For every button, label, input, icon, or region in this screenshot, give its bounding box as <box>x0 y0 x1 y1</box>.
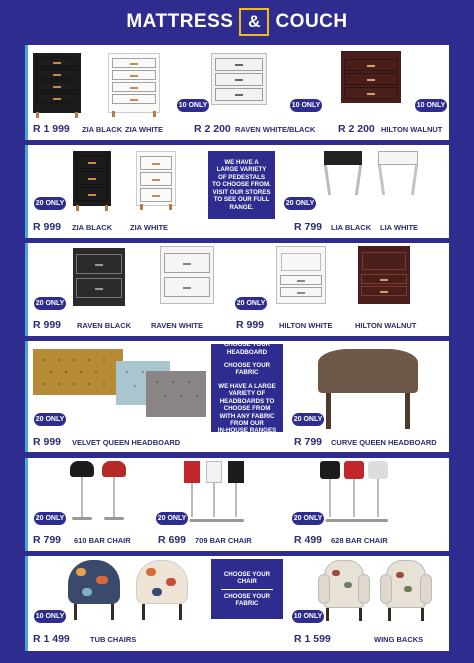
stock-badge: 20 ONLY <box>32 195 68 212</box>
price-hilton: R 2 200 <box>338 123 375 135</box>
name-velvet-headboard: VELVET QUEEN HEADBOARD <box>72 438 181 447</box>
name-hilton-walnut-nightstand: HILTON WALNUT <box>355 321 417 330</box>
info-line: LARGE VARIETY <box>216 166 267 174</box>
stock-badge: 10 ONLY <box>175 97 211 114</box>
panel-nightstands <box>25 243 449 336</box>
brand-header <box>0 0 474 44</box>
stock-badge: 20 ONLY <box>32 411 68 428</box>
pedestal-info-box <box>208 151 275 219</box>
brand-left: MATTRESS <box>126 11 234 32</box>
price-628: R 499 <box>294 534 323 546</box>
price-raven-nightstand: R 999 <box>33 319 62 331</box>
velvet-headboard-grey-image <box>146 371 206 417</box>
stock-badge: 20 ONLY <box>154 510 190 527</box>
stock-badge: 10 ONLY <box>290 608 326 625</box>
name-raven-black: RAVEN BLACK <box>77 321 132 330</box>
stock-badge: 20 ONLY <box>32 295 68 312</box>
chair-info-box <box>211 559 283 619</box>
info-line: HEADBOARDS TO <box>219 397 275 405</box>
name-zia-black: ZIA BLACK <box>82 125 123 134</box>
info-choose-fabric: CHOOSE YOUR FABRIC <box>223 592 271 607</box>
velvet-headboard-gold-image <box>33 349 123 395</box>
price-raven: R 2 200 <box>194 123 231 135</box>
price-zia: R 1 999 <box>33 123 70 135</box>
name-curve-headboard: CURVE QUEEN HEADBOARD <box>331 438 437 447</box>
name-lia-white: LIA WHITE <box>380 223 419 232</box>
info-line: OF PEDESTALS <box>218 173 265 181</box>
stock-badge: 10 ONLY <box>413 97 449 114</box>
stock-badge: 20 ONLY <box>282 195 318 212</box>
name-zia-white: ZIA WHITE <box>125 125 164 134</box>
raven-black-image <box>73 248 125 306</box>
name-hilton-white: HILTON WHITE <box>279 321 333 330</box>
info-line: WITH ANY FABRIC <box>219 412 275 420</box>
info-line: TO CHOOSE FROM. <box>212 181 271 189</box>
name-zia-black-pedestal: ZIA BLACK <box>72 223 113 232</box>
curve-headboard-image <box>318 349 418 429</box>
name-709: 709 BAR CHAIR <box>195 536 252 545</box>
panel-pedestals <box>25 145 449 238</box>
price-velvet-headboard: R 999 <box>33 436 62 448</box>
name-hilton: HILTON WALNUT <box>381 125 443 134</box>
headboard-info-box <box>211 341 283 435</box>
pedestal-lia-black-image <box>324 151 362 195</box>
info-line: VARIETY OF <box>228 390 266 398</box>
price-709: R 699 <box>158 534 187 546</box>
price-tub-chairs: R 1 499 <box>33 633 70 645</box>
chest-zia-white-image <box>108 53 160 113</box>
info-line: WE HAVE A <box>224 158 259 166</box>
info-line: RANGE. <box>229 203 254 211</box>
name-raven-white: RAVEN WHITE <box>151 321 203 330</box>
info-divider <box>221 589 274 590</box>
name-zia-white-pedestal: ZIA WHITE <box>130 223 169 232</box>
brand-amp: & <box>239 8 269 36</box>
bar-chair-610-image <box>70 461 130 529</box>
raven-white-image <box>160 246 214 304</box>
stock-badge: 10 ONLY <box>32 608 68 625</box>
wing-back-left-image <box>318 560 370 622</box>
panel-bar-chairs <box>25 458 449 551</box>
chest-raven-white-image <box>211 53 267 105</box>
stock-badge: 20 ONLY <box>233 295 269 312</box>
name-lia-black: LIA BLACK <box>331 223 372 232</box>
name-610: 610 BAR CHAIR <box>74 536 131 545</box>
price-zia-pedestal: R 999 <box>33 221 62 233</box>
info-choose-fabric: CHOOSE YOUR FABRIC <box>223 361 271 377</box>
stock-badge: 20 ONLY <box>290 411 326 428</box>
info-choose-chair: CHOOSE YOUR CHAIR <box>223 570 271 586</box>
price-curve-headboard: R 799 <box>294 436 323 448</box>
stock-badge: 20 ONLY <box>32 510 68 527</box>
pedestal-lia-white-image <box>378 151 418 195</box>
wing-back-right-image <box>380 560 432 622</box>
chest-hilton-walnut-image <box>341 51 401 103</box>
tub-chair-dark-image <box>68 560 120 622</box>
hilton-white-image <box>276 246 326 304</box>
info-line: WE HAVE A LARGE <box>218 382 276 390</box>
tub-chair-light-image <box>136 560 188 622</box>
hilton-walnut-image <box>358 246 410 304</box>
brand-right: COUCH <box>275 11 348 32</box>
name-wing-backs: WING BACKS <box>374 635 424 644</box>
price-610: R 799 <box>33 534 62 546</box>
info-line: IN-HOUSE RANGES <box>217 427 277 435</box>
pedestal-zia-white-image <box>136 151 176 206</box>
price-wing-backs: R 1 599 <box>294 633 331 645</box>
pedestal-zia-black-image <box>73 151 111 206</box>
panel-chests <box>25 45 449 140</box>
bar-chair-628-image <box>320 461 396 529</box>
price-hilton-nightstand: R 999 <box>236 319 265 331</box>
panel-headboards <box>25 341 449 452</box>
name-raven: RAVEN WHITE/BLACK <box>235 125 316 134</box>
info-line: CHOOSE FROM <box>223 405 271 413</box>
chest-zia-black-image <box>33 53 81 113</box>
name-tub-chairs: TUB CHAIRS <box>90 635 137 644</box>
stock-badge: 20 ONLY <box>290 510 326 527</box>
name-628: 628 BAR CHAIR <box>331 536 388 545</box>
info-choose-headboard: CHOOSE YOUR HEADBOARD <box>223 341 271 356</box>
price-lia: R 799 <box>294 221 323 233</box>
stock-badge: 10 ONLY <box>288 97 324 114</box>
bar-chair-709-image <box>184 461 254 529</box>
info-line: FROM OUR <box>230 420 264 428</box>
info-line: TO SEE OUR FULL <box>213 196 270 204</box>
info-line: VISIT OUR STORES <box>212 188 271 196</box>
panel-chairs <box>25 556 449 651</box>
